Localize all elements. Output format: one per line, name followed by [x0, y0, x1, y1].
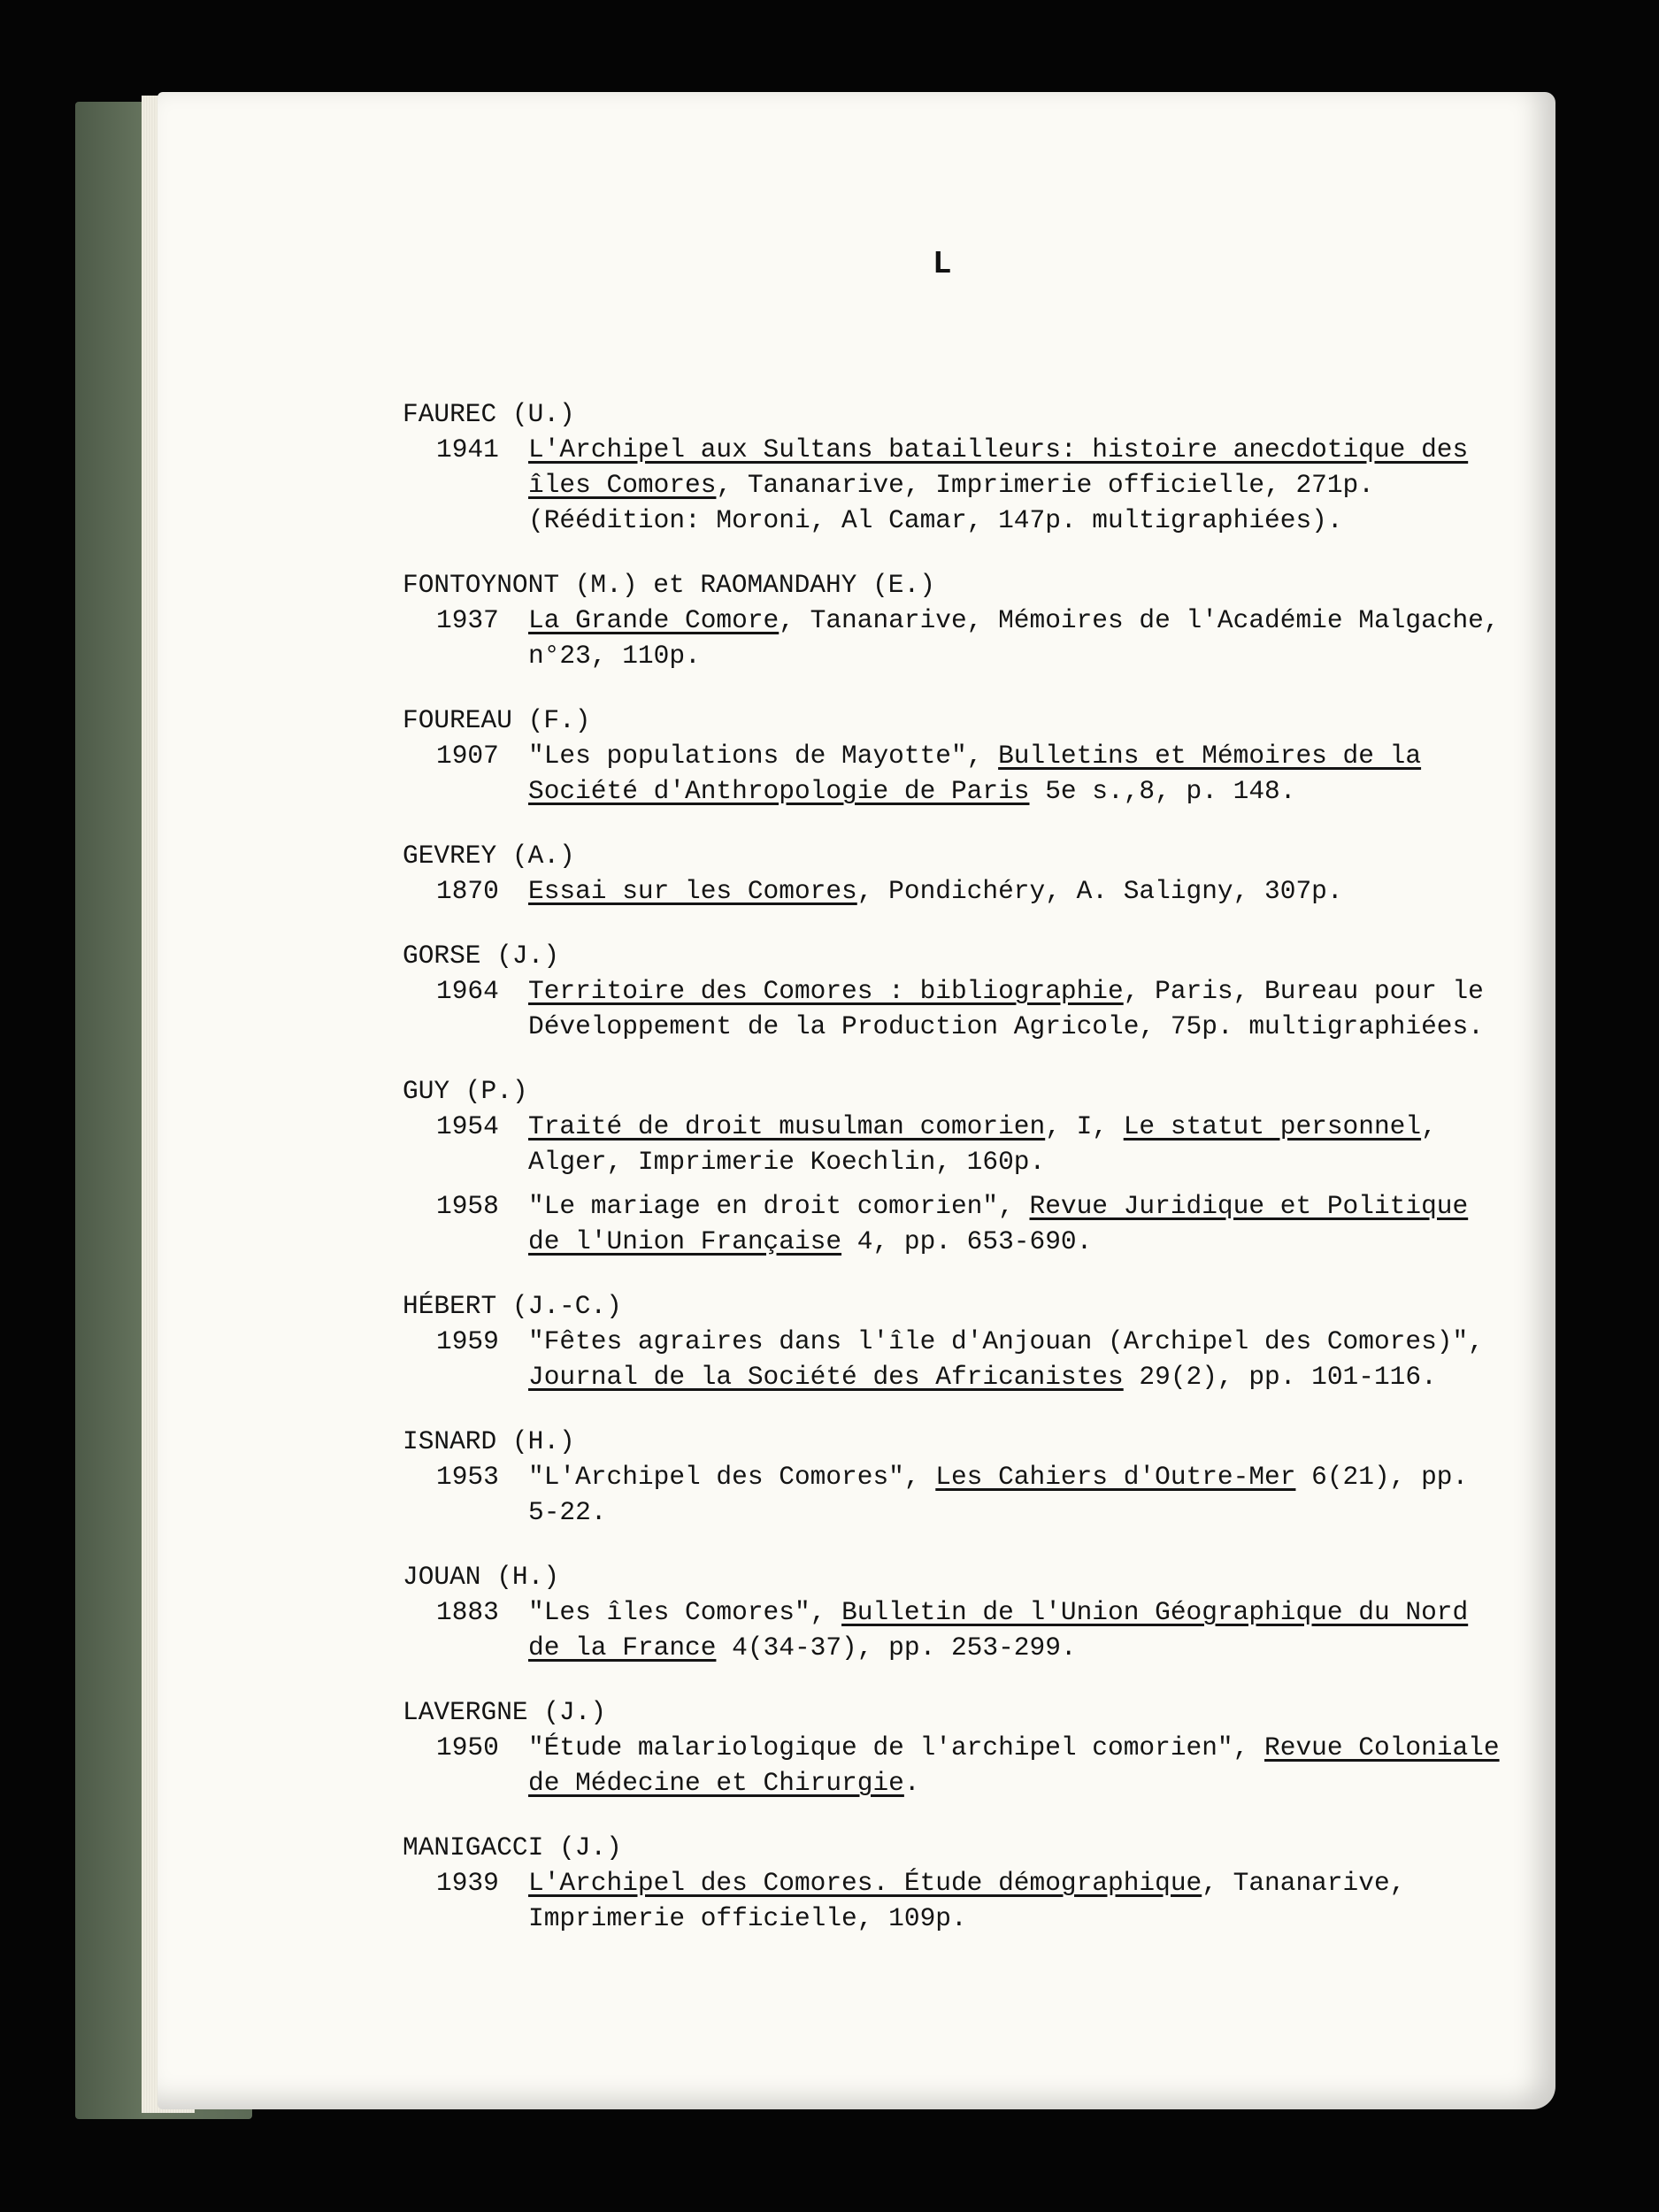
entry-author: GEVREY (A.)	[403, 841, 575, 871]
entry-citation	[528, 1188, 1510, 1259]
entry-year: 1958	[436, 1191, 499, 1221]
entry-citation	[528, 873, 1510, 909]
bibliography-entry	[403, 1424, 1571, 1530]
entry-citation	[528, 738, 1510, 809]
entry-year: 1937	[436, 605, 499, 635]
citation-title: L'Archipel aux Sultans batailleurs: histoire anecdotique des îles Comores	[528, 434, 1469, 500]
bibliography-entry	[403, 1288, 1571, 1394]
citation-title: L'Archipel des Comores. Étude démographique	[528, 1868, 1202, 1898]
entry-year: 1953	[436, 1462, 499, 1492]
citation-title: Les Cahiers d'Outre-Mer	[935, 1462, 1296, 1492]
bibliography-entry	[403, 703, 1571, 809]
entry-year: 1883	[436, 1597, 499, 1627]
entry-author: FONTOYNONT (M.) et RAOMANDAHY (E.)	[403, 570, 935, 600]
page-number: L	[933, 246, 952, 282]
entry-work	[403, 973, 1571, 1044]
bibliography-entry	[403, 838, 1571, 909]
citation-text: 29(2), pp. 101-116.	[1123, 1362, 1437, 1392]
entry-author: JOUAN (H.)	[403, 1562, 560, 1592]
entry-work	[403, 738, 1571, 809]
entry-work	[403, 1188, 1571, 1259]
citation-title: Traité de droit musulman comorien	[528, 1111, 1046, 1141]
entry-year: 1870	[436, 876, 499, 906]
entry-work	[403, 1730, 1571, 1801]
entry-citation	[528, 432, 1510, 538]
citation-text: 4(34-37), pp. 253-299.	[716, 1632, 1077, 1663]
bibliography-entry	[403, 1830, 1571, 1936]
entry-author: GORSE (J.)	[403, 941, 560, 971]
entry-year: 1954	[436, 1111, 499, 1141]
citation-text: "L'Archipel des Comores",	[528, 1462, 936, 1492]
citation-title: La Grande Comore	[528, 605, 780, 635]
entry-work	[403, 603, 1571, 673]
citation-text: , Tananarive, Imprimerie officielle, 271p. (Réédition: Moroni, Al Camar, 147p. multigraphiées).	[528, 470, 1374, 535]
entry-work	[403, 1459, 1571, 1530]
citation-title: Bulletin de l'Union Géographique du Nord de la France	[528, 1597, 1469, 1663]
bibliography-entry	[403, 1694, 1571, 1801]
entry-work	[403, 873, 1571, 909]
entry-author: HÉBERT (J.-C.)	[403, 1291, 622, 1321]
citation-text: , Alger, Imprimerie Koechlin, 160p.	[528, 1111, 1437, 1177]
citation-title: Journal de la Société des Africanistes	[528, 1362, 1124, 1392]
bibliography-entry	[403, 1559, 1571, 1665]
citation-text: , Pondichéry, A. Saligny, 307p.	[856, 876, 1343, 906]
citation-text: "Étude malariologique de l'archipel comorien",	[528, 1732, 1265, 1763]
entry-author: FOUREAU (F.)	[403, 705, 591, 735]
entry-work	[403, 1865, 1571, 1936]
entry-year: 1959	[436, 1326, 499, 1356]
citation-text: 5e s.,8, p. 148.	[1029, 776, 1296, 806]
bibliography-list	[403, 396, 1571, 1965]
citation-text: "Les îles Comores",	[528, 1597, 842, 1627]
entry-citation	[528, 1865, 1510, 1936]
bibliography-entry	[403, 396, 1571, 538]
bibliography-entry	[403, 938, 1571, 1044]
entry-citation	[528, 1459, 1510, 1530]
citation-text: , Tananarive, Mémoires de l'Académie Malgache, n°23, 110p.	[528, 605, 1500, 671]
entry-work	[403, 432, 1571, 538]
citation-text: "Les populations de Mayotte",	[528, 741, 999, 771]
citation-text: "Le mariage en droit comorien",	[528, 1191, 1030, 1221]
entry-work	[403, 1594, 1571, 1665]
entry-citation	[528, 973, 1510, 1044]
entry-year: 1964	[436, 976, 499, 1006]
entry-work	[403, 1324, 1571, 1394]
citation-title: Bulletins et Mémoires de la Société d'Anthropologie de Paris	[528, 741, 1422, 806]
citation-text: "Fêtes agraires dans l'île d'Anjouan (Archipel des Comores)",	[528, 1326, 1484, 1356]
citation-text: , I,	[1045, 1111, 1124, 1141]
entry-work	[403, 1109, 1571, 1179]
bibliography-entry	[403, 567, 1571, 673]
entry-citation	[528, 1594, 1510, 1665]
entry-year: 1950	[436, 1732, 499, 1763]
entry-author: ISNARD (H.)	[403, 1426, 575, 1456]
citation-title: Revue Juridique et Politique de l'Union Française	[528, 1191, 1469, 1256]
citation-text: 6(21), pp. 5-22.	[528, 1462, 1469, 1527]
citation-title: Revue Coloniale de Médecine et Chirurgie	[528, 1732, 1500, 1798]
citation-title: Le statut personnel	[1123, 1111, 1422, 1141]
entry-citation	[528, 1109, 1510, 1179]
entry-year: 1941	[436, 434, 499, 465]
citation-text: , Tananarive, Imprimerie officielle, 109p.	[528, 1868, 1406, 1933]
citation-text: 4, pp. 653-690.	[841, 1226, 1093, 1256]
entry-author: GUY (P.)	[403, 1076, 528, 1106]
citation-title: Essai sur les Comores	[528, 876, 857, 906]
citation-text: , Paris, Bureau pour le Développement de la Production Agricole, 75p. multigraphiées.	[528, 976, 1484, 1041]
citation-text: .	[903, 1768, 920, 1798]
entry-citation	[528, 1730, 1510, 1801]
entry-citation	[528, 1324, 1510, 1394]
entry-year: 1907	[436, 741, 499, 771]
citation-title: Territoire des Comores : bibliographie	[528, 976, 1124, 1006]
entry-author: FAUREC (U.)	[403, 399, 575, 429]
entry-author: MANIGACCI (J.)	[403, 1832, 622, 1863]
entry-author: LAVERGNE (J.)	[403, 1697, 607, 1727]
bibliography-entry	[403, 1073, 1571, 1259]
entry-year: 1939	[436, 1868, 499, 1898]
entry-citation	[528, 603, 1510, 673]
